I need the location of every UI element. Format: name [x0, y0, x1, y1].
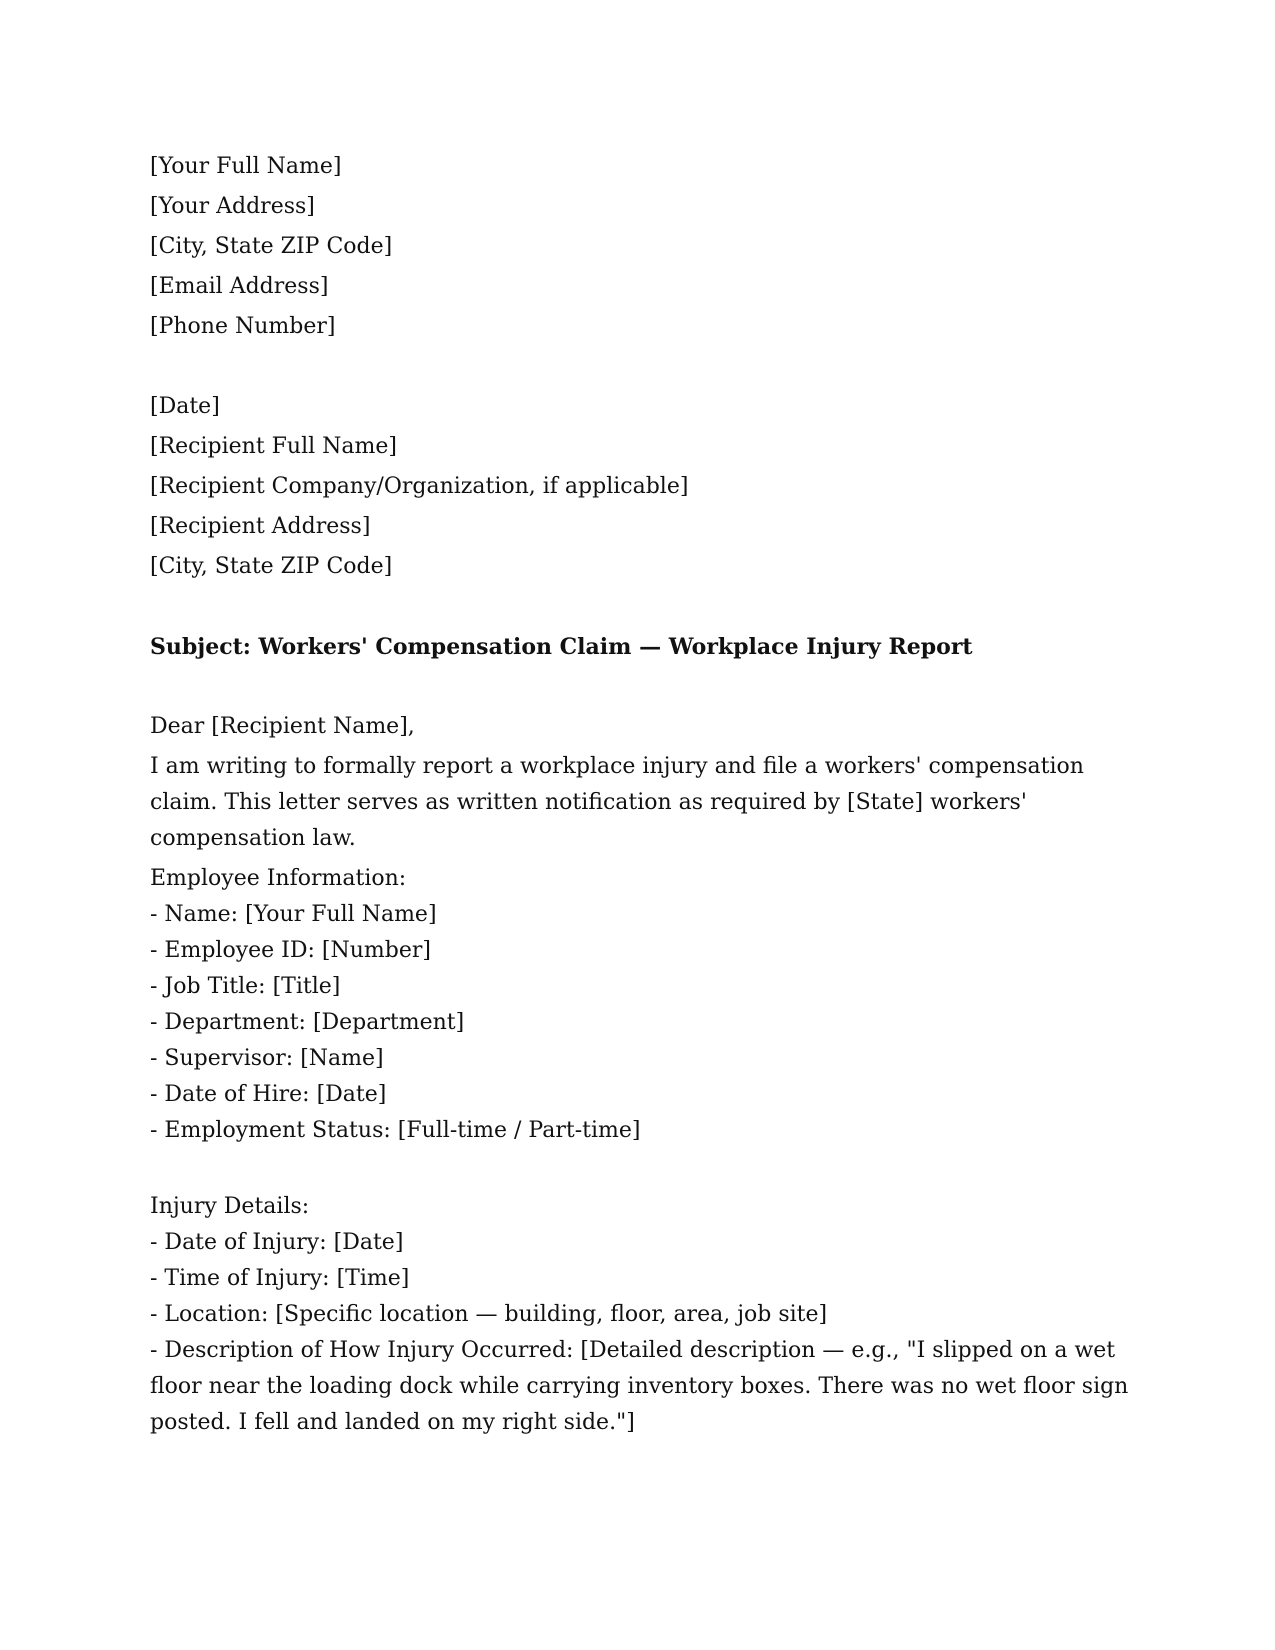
salutation: Dear [Recipient Name], — [150, 714, 415, 739]
list-item: - Employment Status: [Full-time / Part-time] — [150, 1118, 641, 1143]
recipient-block — [150, 427, 1130, 587]
recipient-city-state-zip: [City, State ZIP Code] — [150, 554, 393, 579]
sender-phone: [Phone Number] — [150, 314, 336, 339]
letter-date: [Date] — [150, 394, 220, 419]
employee-info-section — [150, 861, 1130, 1149]
sender-city-state-zip: [City, State ZIP Code] — [150, 234, 393, 259]
list-item: - Employee ID: [Number] — [150, 938, 431, 963]
list-item: - Time of Injury: [Time] — [150, 1266, 410, 1291]
list-item: - Supervisor: [Name] — [150, 1046, 384, 1071]
injury-details-heading: Injury Details: — [150, 1194, 310, 1219]
list-item: - Job Title: [Title] — [150, 974, 341, 999]
recipient-address: [Recipient Address] — [150, 514, 371, 539]
list-item: - Location: [Specific location — building, floor, area, job site] — [150, 1302, 828, 1327]
intro-paragraph: I am writing to formally report a workplace injury and file a workers' compensation claim. This letter serves as written notification as required by [State] workers' compensation law. — [150, 754, 1084, 851]
employee-info-heading: Employee Information: — [150, 866, 407, 891]
spacer — [150, 347, 1130, 387]
list-item: - Name: [Your Full Name] — [150, 902, 437, 927]
sender-email: [Email Address] — [150, 274, 329, 299]
letter-page — [150, 147, 1130, 1441]
list-item: - Date of Hire: [Date] — [150, 1082, 387, 1107]
injury-details-section — [150, 1189, 1130, 1441]
recipient-name: [Recipient Full Name] — [150, 434, 397, 459]
sender-name: [Your Full Name] — [150, 154, 342, 179]
sender-block — [150, 147, 1130, 347]
subject-line: Subject: Workers' Compensation Claim — Workplace Injury Report — [150, 634, 973, 660]
sender-address: [Your Address] — [150, 194, 315, 219]
spacer — [150, 1149, 1130, 1185]
list-item: - Description of How Injury Occurred: [Detailed description — e.g., "I slipped on a wet floor near the loading dock while carrying inventory boxes. There was no wet floor sign posted. I fell and landed on my right side."] — [150, 1338, 1129, 1435]
recipient-company: [Recipient Company/Organization, if applicable] — [150, 474, 689, 499]
list-item: - Department: [Department] — [150, 1010, 465, 1035]
list-item: - Date of Injury: [Date] — [150, 1230, 404, 1255]
